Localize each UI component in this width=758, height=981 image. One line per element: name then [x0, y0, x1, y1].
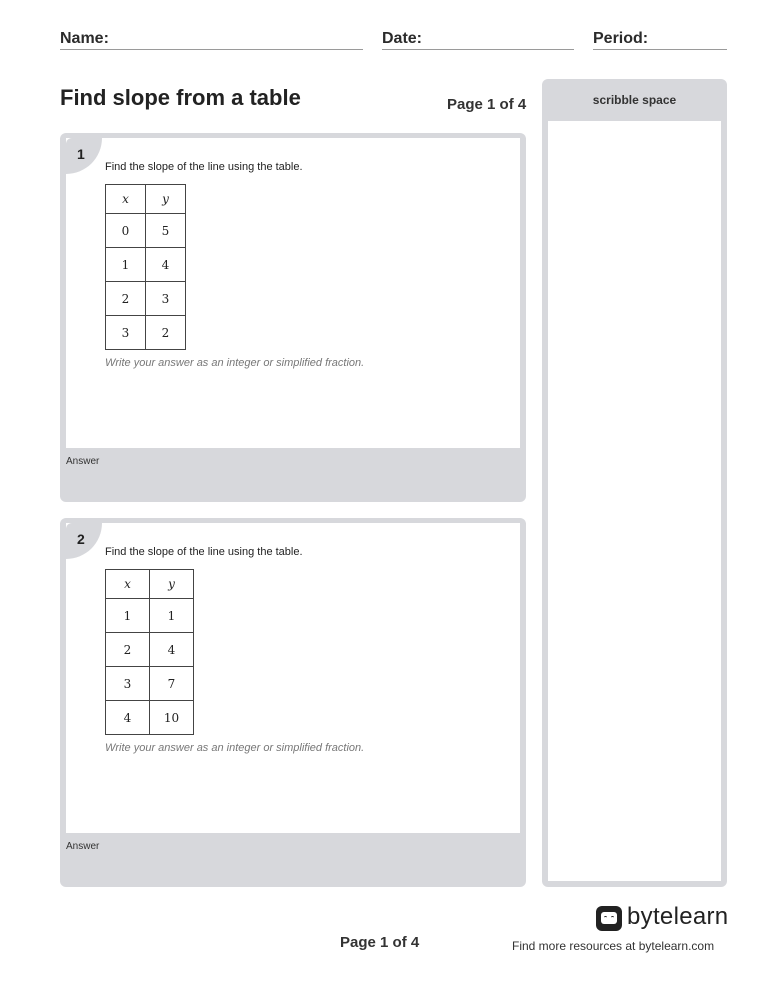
problem-prompt: Find the slope of the line using the table.	[105, 546, 303, 558]
table-cell: 2	[146, 316, 186, 350]
column-header-x: x	[106, 185, 146, 214]
table-header-row	[106, 570, 194, 599]
period-field[interactable]	[593, 30, 727, 50]
table-cell: 10	[150, 701, 194, 735]
table-row	[106, 599, 194, 633]
scribble-panel	[542, 79, 727, 887]
table-row	[106, 633, 194, 667]
table-header-row	[106, 185, 186, 214]
problem-number: 1	[77, 146, 85, 162]
answer-label: Answer	[66, 841, 100, 852]
answer-format-hint: Write your answer as an integer or simplified fraction.	[105, 742, 365, 754]
table-cell: 2	[106, 633, 150, 667]
table-cell: 1	[150, 599, 194, 633]
worksheet-title: Find slope from a table	[60, 85, 301, 110]
footer-page-indicator: Page 1 of 4	[340, 934, 420, 951]
values-table	[105, 184, 186, 350]
problem-card-1	[60, 133, 526, 502]
scribble-label: scribble space	[592, 93, 677, 107]
name-field[interactable]	[60, 30, 363, 50]
date-field[interactable]	[382, 30, 574, 50]
table-cell: 0	[106, 214, 146, 248]
answer-label: Answer	[66, 456, 100, 467]
values-table	[105, 569, 194, 735]
table-cell: 4	[150, 633, 194, 667]
table-row	[106, 214, 186, 248]
table-cell: 5	[146, 214, 186, 248]
table-cell: 4	[146, 248, 186, 282]
table-cell: 3	[106, 316, 146, 350]
problem-prompt: Find the slope of the line using the table.	[105, 161, 303, 173]
column-header-x: x	[106, 570, 150, 599]
problem-body	[66, 523, 520, 833]
table-cell: 4	[106, 701, 150, 735]
problem-number: 2	[77, 531, 85, 547]
table-cell: 3	[146, 282, 186, 316]
table-row	[106, 282, 186, 316]
period-label: Period:	[593, 30, 649, 47]
problem-body	[66, 138, 520, 448]
bytelearn-logo-icon	[596, 906, 622, 931]
table-cell: 1	[106, 599, 150, 633]
problem-card-2	[60, 518, 526, 887]
table-cell: 2	[106, 282, 146, 316]
resources-link[interactable]: Find more resources at bytelearn.com	[512, 939, 715, 953]
name-label: Name:	[60, 30, 109, 47]
table-cell: 3	[106, 667, 150, 701]
scribble-area[interactable]	[548, 121, 721, 881]
date-label: Date:	[382, 30, 423, 47]
answer-format-hint: Write your answer as an integer or simplified fraction.	[105, 357, 365, 369]
table-row	[106, 667, 194, 701]
brand-name: bytelearn	[627, 903, 729, 930]
table-cell: 7	[150, 667, 194, 701]
page-indicator: Page 1 of 4	[447, 96, 527, 113]
table-row	[106, 316, 186, 350]
table-row	[106, 701, 194, 735]
table-row	[106, 248, 186, 282]
table-cell: 1	[106, 248, 146, 282]
column-header-y: y	[146, 185, 186, 214]
column-header-y: y	[150, 570, 194, 599]
